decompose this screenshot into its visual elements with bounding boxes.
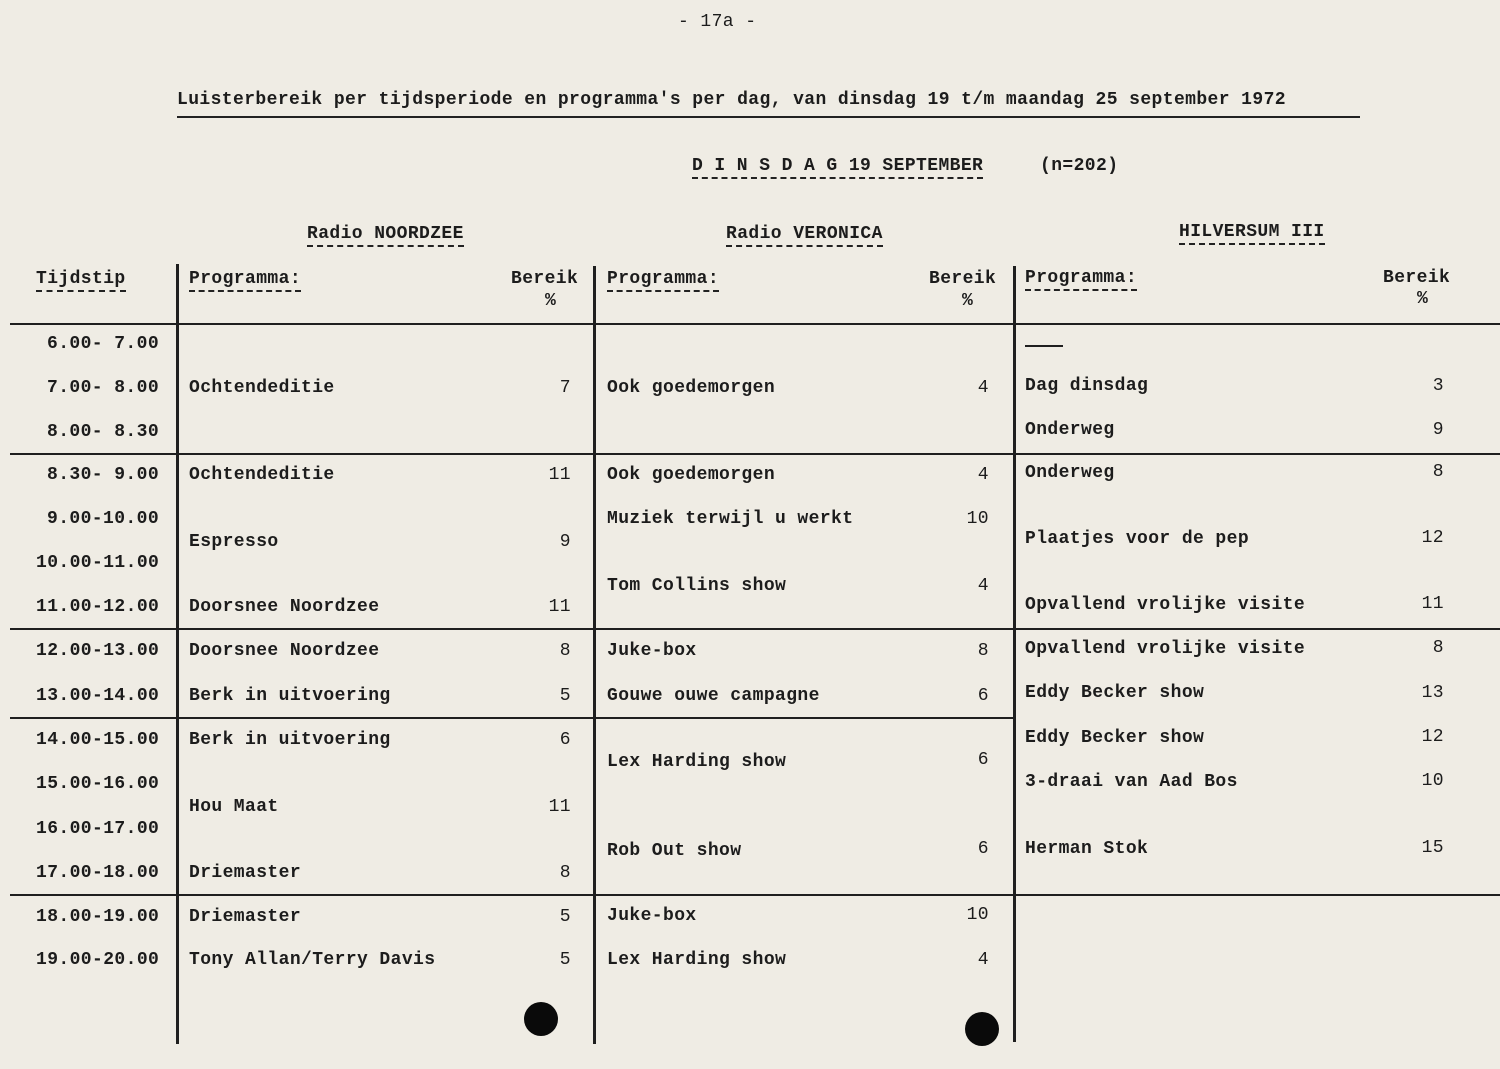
veronica-program: Ook goedemorgen [607, 378, 776, 398]
veronica-program: Lex Harding show [607, 752, 787, 772]
column-rule [176, 264, 179, 1044]
veronica-program: Juke-box [607, 641, 697, 661]
time-slot: 14.00-15.00 [36, 730, 160, 750]
hilversum-reach: 8 [1432, 462, 1444, 482]
station-hilversum: HILVERSUM III [1179, 222, 1325, 245]
veronica-program: Rob Out show [607, 841, 742, 861]
veronica-reach: 6 [977, 839, 989, 859]
noordzee-reach: 8 [559, 641, 571, 661]
row-rule [10, 453, 1500, 455]
station-noordzee: Radio NOORDZEE [307, 224, 464, 247]
noordzee-reach: 5 [559, 686, 571, 706]
noordzee-program: Driemaster [189, 863, 302, 883]
hilversum-reach: 12 [1421, 528, 1444, 548]
noordzee-program: Ochtendeditie [189, 465, 335, 485]
noordzee-reach: 8 [559, 863, 571, 883]
header-program-hilversum: Programma: [1025, 268, 1137, 291]
noordzee-reach: 11 [548, 797, 571, 817]
time-slot: 8.00- 8.30 [47, 422, 160, 442]
hilversum-program: Onderweg [1025, 420, 1115, 440]
punch-hole [965, 1012, 999, 1046]
time-slot: 11.00-12.00 [36, 597, 160, 617]
time-slot: 12.00-13.00 [36, 641, 160, 661]
noordzee-program: Driemaster [189, 907, 302, 927]
column-rule [593, 266, 596, 1044]
hilversum-reach: 3 [1432, 376, 1444, 396]
header-program-veronica: Programma: [607, 269, 719, 292]
hilversum-program: Dag dinsdag [1025, 376, 1149, 396]
sample-size: (n=202) [1040, 156, 1119, 176]
time-slot: 7.00- 8.00 [47, 378, 160, 398]
veronica-program: Juke-box [607, 906, 697, 926]
hilversum-program: 3-draai van Aad Bos [1025, 772, 1238, 792]
header-percent-hilversum: % [1417, 289, 1429, 309]
hilversum-program: Eddy Becker show [1025, 683, 1205, 703]
veronica-reach: 8 [977, 641, 989, 661]
veronica-reach: 6 [977, 686, 989, 706]
veronica-program: Tom Collins show [607, 576, 787, 596]
hilversum-program: Onderweg [1025, 463, 1115, 483]
veronica-reach: 4 [977, 950, 989, 970]
punch-hole [524, 1002, 558, 1036]
header-percent-veronica: % [962, 291, 974, 311]
noordzee-reach: 5 [559, 950, 571, 970]
hilversum-program: Eddy Becker show [1025, 728, 1205, 748]
veronica-reach: 4 [977, 378, 989, 398]
noordzee-reach: 11 [548, 465, 571, 485]
veronica-reach: 10 [966, 905, 989, 925]
time-slot: 10.00-11.00 [36, 553, 160, 573]
veronica-program: Muziek terwijl u werkt [607, 509, 854, 529]
veronica-reach: 4 [977, 465, 989, 485]
veronica-program: Ook goedemorgen [607, 465, 776, 485]
page-number: - 17a - [678, 12, 757, 32]
hilversum-reach: 12 [1421, 727, 1444, 747]
veronica-program: Lex Harding show [607, 950, 787, 970]
header-percent-noordzee: % [545, 291, 557, 311]
time-slot: 15.00-16.00 [36, 774, 160, 794]
noordzee-program: Espresso [189, 532, 279, 552]
hilversum-program: Opvallend vrolijke visite [1025, 595, 1306, 615]
noordzee-reach: 7 [559, 378, 571, 398]
row-rule [10, 894, 1500, 896]
veronica-reach: 10 [966, 509, 989, 529]
noordzee-program: Doorsnee Noordzee [189, 597, 380, 617]
header-reach-hilversum: Bereik [1383, 268, 1451, 288]
header-program-noordzee: Programma: [189, 269, 301, 292]
page-title: Luisterbereik per tijdsperiode en programma's per dag, van dinsdag 19 t/m maandag 25 september 1972 [177, 90, 1360, 118]
station-veronica: Radio VERONICA [726, 224, 883, 247]
day-heading: D I N S D A G 19 SEPTEMBER [692, 156, 983, 179]
column-rule [1013, 266, 1016, 1042]
time-slot: 19.00-20.00 [36, 950, 160, 970]
header-reach-veronica: Bereik [929, 269, 997, 289]
hilversum-reach: 13 [1421, 683, 1444, 703]
noordzee-reach: 9 [559, 532, 571, 552]
veronica-program: Gouwe ouwe campagne [607, 686, 820, 706]
noordzee-reach: 5 [559, 907, 571, 927]
hilversum-program: Plaatjes voor de pep [1025, 529, 1250, 549]
time-slot: 6.00- 7.00 [47, 334, 160, 354]
noordzee-reach: 11 [548, 597, 571, 617]
noordzee-program: Doorsnee Noordzee [189, 641, 380, 661]
hilversum-program: Herman Stok [1025, 839, 1149, 859]
hilversum-reach: 11 [1421, 594, 1444, 614]
noordzee-program: Tony Allan/Terry Davis [189, 950, 436, 970]
time-slot: 8.30- 9.00 [47, 465, 160, 485]
veronica-reach: 6 [977, 750, 989, 770]
time-slot: 18.00-19.00 [36, 907, 160, 927]
noordzee-program: Berk in uitvoering [189, 686, 391, 706]
time-slot: 17.00-18.00 [36, 863, 160, 883]
row-rule [10, 628, 1500, 630]
noordzee-reach: 6 [559, 730, 571, 750]
no-broadcast-dash [1025, 345, 1063, 347]
hilversum-reach: 15 [1421, 838, 1444, 858]
noordzee-program: Hou Maat [189, 797, 279, 817]
header-reach-noordzee: Bereik [511, 269, 579, 289]
veronica-reach: 4 [977, 576, 989, 596]
header-time: Tijdstip [36, 269, 126, 292]
time-slot: 9.00-10.00 [47, 509, 160, 529]
time-slot: 16.00-17.00 [36, 819, 160, 839]
hilversum-reach: 9 [1432, 420, 1444, 440]
row-rule [10, 323, 1500, 325]
hilversum-reach: 10 [1421, 771, 1444, 791]
row-rule [10, 717, 1015, 719]
time-slot: 13.00-14.00 [36, 686, 160, 706]
noordzee-program: Ochtendeditie [189, 378, 335, 398]
hilversum-reach: 8 [1432, 638, 1444, 658]
noordzee-program: Berk in uitvoering [189, 730, 391, 750]
hilversum-program: Opvallend vrolijke visite [1025, 639, 1306, 659]
